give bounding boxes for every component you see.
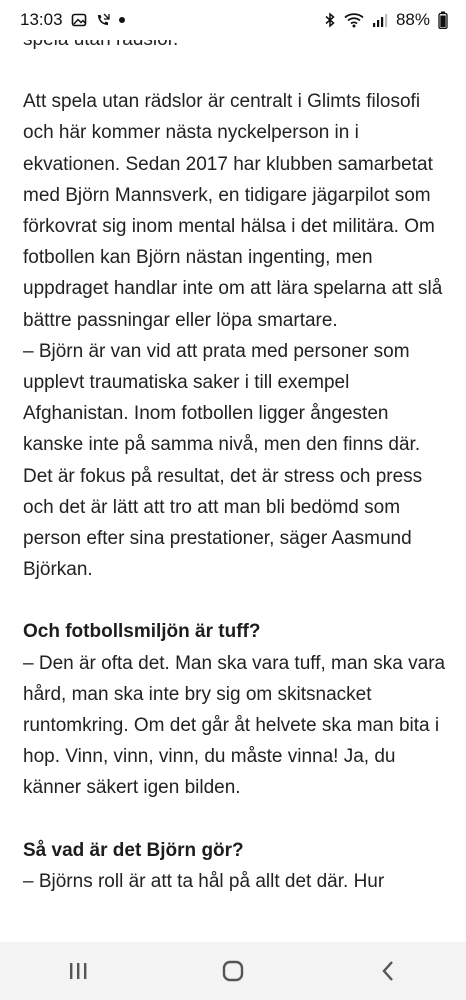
home-icon [222, 960, 244, 982]
interview-question-1: Och fotbollsmiljön är tuff? [23, 621, 261, 643]
article-paragraph-2: – Björn är van vid att prata med personer som upplevt traumatiska saker i till exempel Afghanistan. Inom fotbollen ligger ångesten kanske inte på samma nivå, men den finns där. Det är fokus på resultat, det är stress och press och det är lätt att tro att man bli bedömd som person efter sina prestationer, säger Aasmund Björkan. [23, 340, 423, 581]
interview-answer-1: – Den är ofta det. Man ska vara tuff, man ska vara hård, man ska inte bry sig om skitsnacket runtomkring. Om det går åt helvete ska man bita i hop. Vinn, vinn, vinn, du måste vinna! Ja, du känner säkert igen bilden. [23, 652, 446, 799]
wifi-icon [344, 12, 364, 28]
battery-icon [438, 11, 448, 29]
article-body [23, 40, 448, 897]
notification-dot-icon [119, 17, 125, 23]
status-right [324, 10, 448, 30]
status-bar [0, 0, 466, 40]
back-icon [380, 960, 396, 982]
status-time: 13:03 [20, 10, 63, 29]
interview-answer-2: – Björns roll är att ta hål på allt det där. Hur [23, 870, 385, 892]
battery-level: 88% [395, 10, 430, 29]
recent-apps-button[interactable] [48, 951, 108, 991]
gallery-icon [71, 12, 87, 28]
back-button[interactable] [358, 951, 418, 991]
system-nav-bar [0, 942, 466, 1000]
recent-apps-icon [67, 961, 89, 981]
interview-question-2: Så vad är det Björn gör? [23, 839, 244, 861]
article-paragraph-1: Att spela utan rädslor är centralt i Glimts filosofi och här kommer nästa nyckelperson in i ekvationen. Sedan 2017 har klubben samarbetat med Björn Mannsverk, en tidigare jägarpilot som förkovrat sig inom mental hälsa i det militära. Om fotbollen kan Björn nästan ingenting, men uppdraget handlar inte om att lära spelarna att slå bättre passningar eller löpa smartare. [23, 91, 443, 331]
home-button[interactable] [203, 951, 263, 991]
call-missed-icon [95, 12, 111, 28]
status-left [20, 10, 125, 30]
bluetooth-icon [324, 12, 336, 28]
signal-icon [372, 12, 388, 28]
